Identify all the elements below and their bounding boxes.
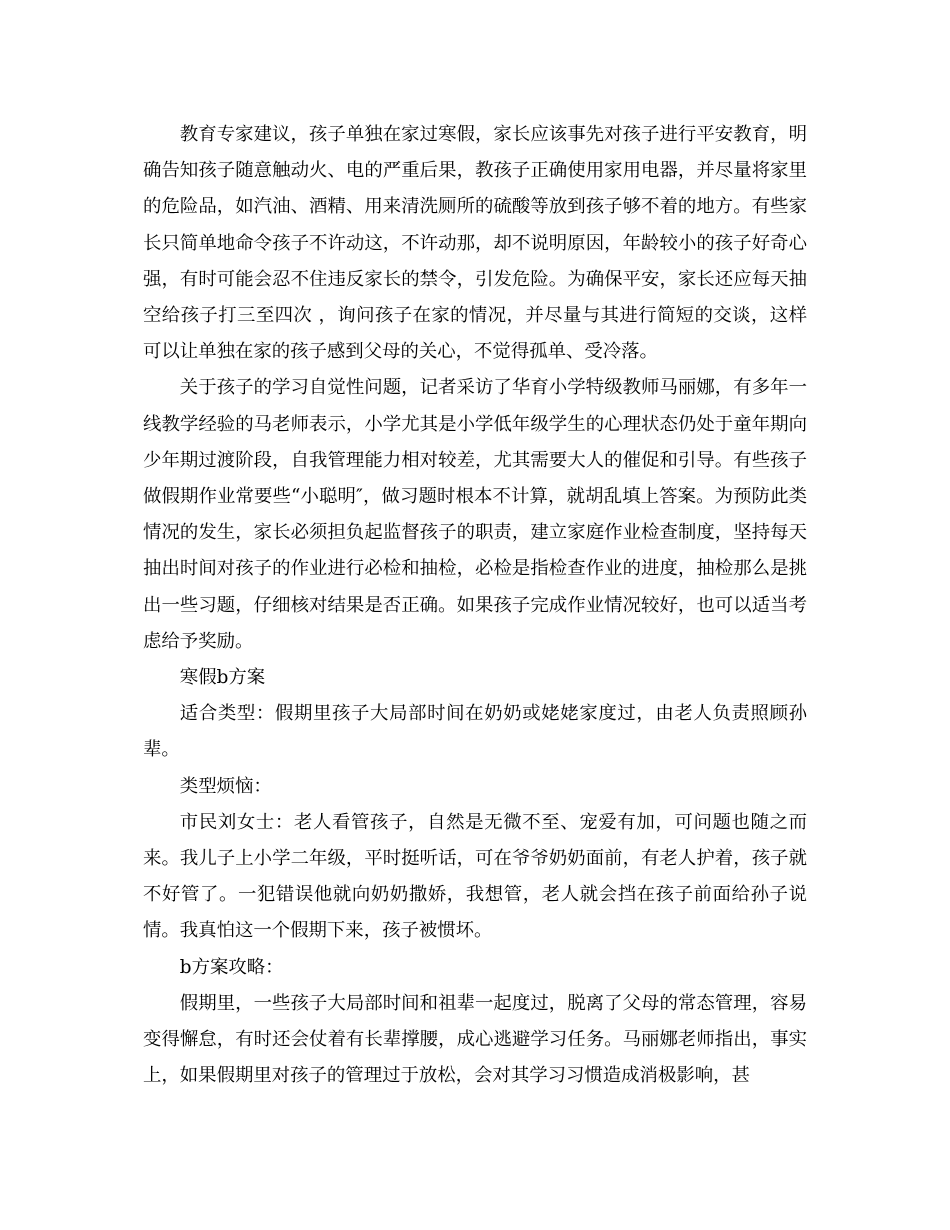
paragraph-study-self-discipline: 关于孩子的学习自觉性问题，记者采访了华育小学特级教师马丽娜，有多年一线教学经验的马老师表示，小学尤其是小学低年级学生的心理状态仍处于童年期向少年期过渡阶段，自我管理能力相对较差，尤其需要大人的催促和引导。有些孩子做假期作业常要些“小聪明″，做习题时根本不计算，就胡乱填上答案。为预防此类情况的发生，家长必须担负起监督孩子的职责，建立家庭作业检查制度，坚持每天抽出时间对孩子的作业进行必检和抽检，必检是指检查作业的进度，抽检那么是挑出一些习题，仔细核对结果是否正确。如果孩子完成作业情况较好，也可以适当考虑给予奖励。: [143, 377, 807, 652]
section-heading-plan-b: 寒假b方案: [179, 667, 266, 689]
document-body: [143, 117, 807, 1094]
label-type-concerns: 类型烦恼：: [179, 775, 272, 797]
paragraph-strategy-details: 假期里，一些孩子大局部时间和祖辈一起度过，脱离了父母的常态管理，容易变得懈怠，有时还会仗着有长辈撑腰，成心逃避学习任务。马丽娜老师指出，事实上，如果假期里对孩子的管理过于放松，会对其学习习惯造成消极影响，甚: [143, 992, 807, 1087]
paragraph-suitable-type: 适合类型：假期里孩子大局部时间在奶奶或姥姥家度过，由老人负责照顾孙辈。: [143, 703, 807, 761]
paragraph-safety-education: 教育专家建议，孩子单独在家过寒假，家长应该事先对孩子进行平安教育，明确告知孩子随意触动火、电的严重后果，教孩子正确使用家用电器，并尽量将家里的危险品，如汽油、酒精、用来清洗厕所的硫酸等放到孩子够不着的地方。有些家长只简单地命令孩子不许动这，不许动那，却不说明原因，年龄较小的孩子好奇心强，有时可能会忍不住违反家长的禁令，引发危险。为确保平安，家长还应每天抽空给孩子打三至四次 ，询问孩子在家的情况，并尽量与其进行简短的交谈，这样可以让单独在家的孩子感到父母的关心，不觉得孤单、受冷落。: [143, 124, 807, 363]
label-plan-b-strategy: b方案攻略：: [179, 956, 284, 978]
paragraph-parent-quote: 市民刘女士：老人看管孩子，自然是无微不至、宠爱有加，可问题也随之而来。我儿子上小学二年级，平时挺听话，可在爷爷奶奶面前，有老人护着，孩子就不好管了。一犯错误他就向奶奶撒娇，我想管，老人就会挡在孩子前面给孙子说情。我真怕这一个假期下来，孩子被惯坏。: [143, 811, 807, 942]
